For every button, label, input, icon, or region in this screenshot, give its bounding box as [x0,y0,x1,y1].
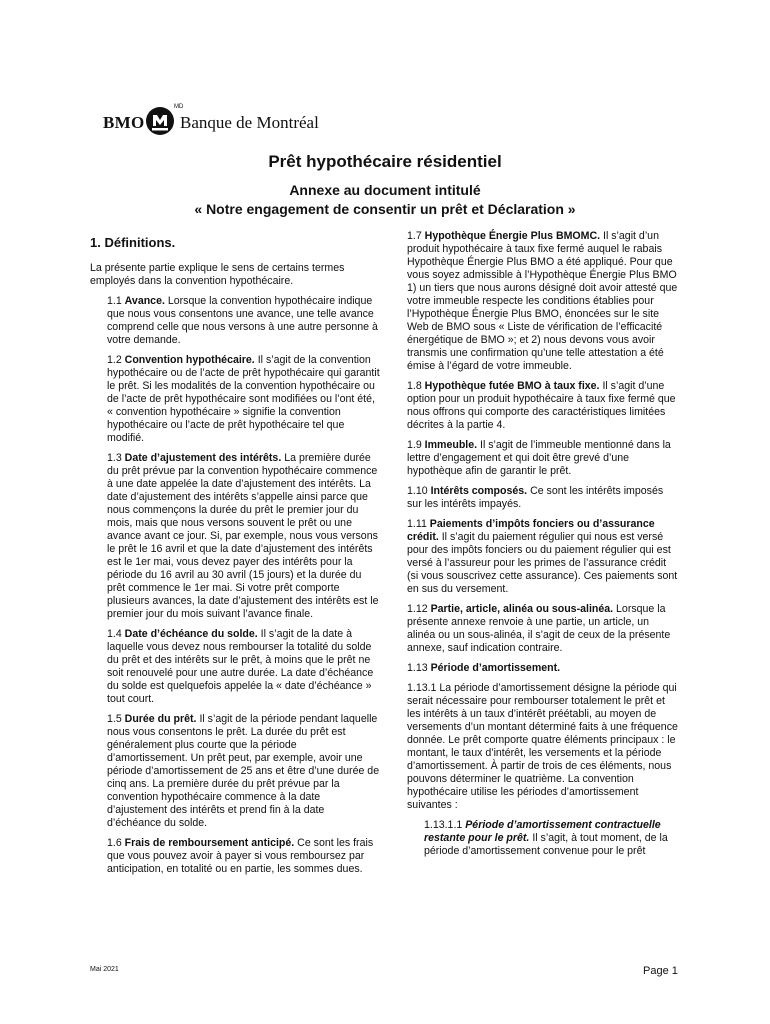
definition-number: 1.7 [407,230,425,242]
definition-text: Ce sont les intérêts imposés sur les intérêts impayés. [407,485,664,510]
definition-number: 1.8 [407,380,425,392]
section-intro: La présente partie explique le sens de certains termes employés dans la convention hypothécaire. [90,262,345,287]
definition-text: Il s’agit de la période pendant laquelle nous vous consentons le prêt. La durée du prêt est généralement plus courte que la période d’amortissement. Un prêt peut, par exemple, avoir une période d’amortissement de 25 ans et être d’une durée de cinq ans. La première durée du prêt prévue par la convention hypothécaire commence à la date d’ajustement des intérêts et prend fin à la date d’échéance du solde. [107,713,380,829]
definition-number: 1.9 [407,439,425,451]
definition-term: Frais de remboursement anticipé. [124,837,295,849]
definition-term: Intérêts composés. [430,485,528,497]
definition-item [90,713,380,830]
definition-text: Il s’agit, à tout moment, de la période d’amortissement convenue pour le prêt [424,832,668,857]
definition-number: 1.10 [407,485,431,497]
definition-text: Il s’agit de la date à laquelle vous devez nous rembourser la totalité du solde du prêt et des intérêts sur le prêt, à moins que le prêt ne soit renouvelé pour une autre durée. La date d’échéance du solde est quelquefois appelée la « date d’échéance » tout court. [107,628,374,705]
definition-item [407,485,679,511]
right-column [407,230,679,865]
definition-term: Avance. [124,295,165,307]
definition-item [90,837,380,876]
definition-term: Paiements d’impôts fonciers ou d’assurance crédit. [407,518,655,543]
definition-term: Immeuble. [424,439,478,451]
definition-term: Date d’échéance du solde. [124,628,258,640]
logo-trademark: MD [174,104,184,110]
definition-item [90,452,380,621]
definition-term: Partie, article, alinéa ou sous-alinéa. [430,603,614,615]
definition-number: 1.1 [107,295,125,307]
definition-text: Il s’agit de l’immeuble mentionné dans la lettre d’engagement et qui doit être grevé d’une hypothèque afin de garantir le prêt. [407,439,671,477]
definition-number: 1.13.1.1 [424,819,466,831]
section-heading: 1. Définitions. [90,235,176,250]
definition-item [407,380,679,432]
definition-item [90,295,380,347]
definition-text: Il s’agit d’un produit hypothécaire à taux fixe fermé auquel le rabais Hypothèque Énergie Plus BMO a été appliqué. Pour que vous soyez admissible à l’Hypothèque Énergie Plus BMO 1) un tiers que nous aurons désigné doit avoir attesté que votre immeuble respecte les conditions établies pour l’Hypothèque Énergie Plus BMO, énoncées sur le site Web de BMO sous « Liste de vérification de l’efficacité énergétique de BMO »; et 2) nous devons vous avoir transmis une confirmation qu’une telle attestation a été émise à l’égard de votre immeuble. [407,230,678,372]
definition-term: Durée du prêt. [124,713,197,725]
definition-item [407,682,679,812]
definition-text: Il s’agit du paiement régulier qui nous est versé pour des impôts fonciers ou du paiement régulier qui est versé à l’assureur pour les primes de l’assurance crédit (si vous souscrivez cette assurance). Ces paiements sont en sus du versement. [407,531,678,595]
document-title: Prêt hypothécaire résidentiel [268,152,502,171]
left-column [90,236,380,883]
definition-item [407,603,679,655]
definition-item [407,518,679,596]
definition-list-right [407,230,679,858]
definition-number: 1.12 [407,603,431,615]
definition-term: Période d’amortissement. [430,662,561,674]
document-subtitle: Annexe au document intitulé [289,182,481,198]
footer-date: Mai 2021 [90,966,119,973]
document-subtitle-quote: « Notre engagement de consentir un prêt et Déclaration » [194,201,576,217]
definition-item [90,628,380,706]
definition-text: Ce sont les frais que vous pouvez avoir à payer si vous remboursez par anticipation, en totalité ou en partie, les sommes dues. [107,837,374,875]
definition-number: 1.4 [107,628,125,640]
definition-number: 1.11 [407,518,430,530]
definition-number: 1.13 [407,662,431,674]
definition-item [407,439,679,478]
definition-number: 1.5 [107,713,125,725]
definition-item [90,354,380,445]
definition-term: Hypothèque futée BMO à taux fixe. [424,380,600,392]
definition-item [407,230,679,373]
bmo-logo-icon [145,106,175,136]
definition-term: Date d’ajustement des intérêts. [124,452,282,464]
page-number: Page 1 [643,965,678,977]
definition-number: 1.13.1 [407,682,440,694]
definition-number: 1.6 [107,837,125,849]
definition-term: Convention hypothécaire. [124,354,255,366]
definition-text: Il s’agit de la convention hypothécaire ou de l’acte de prêt hypothécaire qui garantit le prêt. Si les modalités de la convention hypothécaire ou de l’acte de prêt hypothécaire sont modifiées ou l’ont été, « convention hypothécaire » signifie la convention hypothécaire ou l’acte de prêt hypothécaire tel que modifié. [107,354,380,444]
definition-text: Lorsque la présente annexe renvoie à une partie, un article, un alinéa ou un sous-alinéa, il s’agit de ceux de la présente annexe, sauf indication contraire. [407,603,671,654]
definition-term: Hypothèque Énergie Plus BMOMC. [424,230,601,242]
definition-text: Lorsque la convention hypothécaire indique que nous vous consentons une avance, une telle avance comprend celle que nous versons à une autre personne à votre demande. [107,295,378,346]
definition-item [407,662,679,675]
definition-text: La première durée du prêt prévue par la convention hypothécaire commence à une date appelée la date d’ajustement des intérêts. La date d’ajustement des intérêts s’appelle ainsi parce que nous commençons la durée du prêt le premier jour du mois, mais que nous versons souvent le prêt ou une avance avant ce jour. Si, par exemple, nous vous versons le prêt le 16 avril et que la date d’ajustement des intérêts est le 1er mai, vous devez payer des intérêts pour la période du 16 avril au 30 avril (15 jours) et la durée du prêt commence le 1er mai. Si votre prêt comporte plusieurs avances, la date d’ajustement des intérêts est le premier jour du mois suivant l’avance finale. [107,452,379,620]
definition-text: Il s’agit d’une option pour un produit hypothécaire à taux fixe fermé que nous offrons qui comporte des caractéristiques limitées décrites à la partie 4. [407,380,676,431]
brand-name: Banque de Montréal [180,113,319,132]
definition-term: Période d’amortissement contractuelle restante pour le prêt. [424,819,661,844]
definition-number: 1.3 [107,452,125,464]
definition-list-left [90,295,380,876]
definition-number: 1.2 [107,354,125,366]
definition-item [407,819,679,858]
brand-short: BMO [103,113,145,132]
definition-text: La période d’amortissement désigne la période qui serait nécessaire pour rembourser totalement le prêt et les intérêts à un taux d’intérêt préétabli, au moyen de versements d’un montant déterminé faits à une fréquence donnée. Le prêt comporte quatre éléments principaux : le montant, le taux d’intérêt, les versements et la période d’amortissement. À partir de trois de ces éléments, nous pouvons déterminer le quatrième. La convention hypothécaire utilise les périodes d’amortissement suivantes : [407,682,678,811]
